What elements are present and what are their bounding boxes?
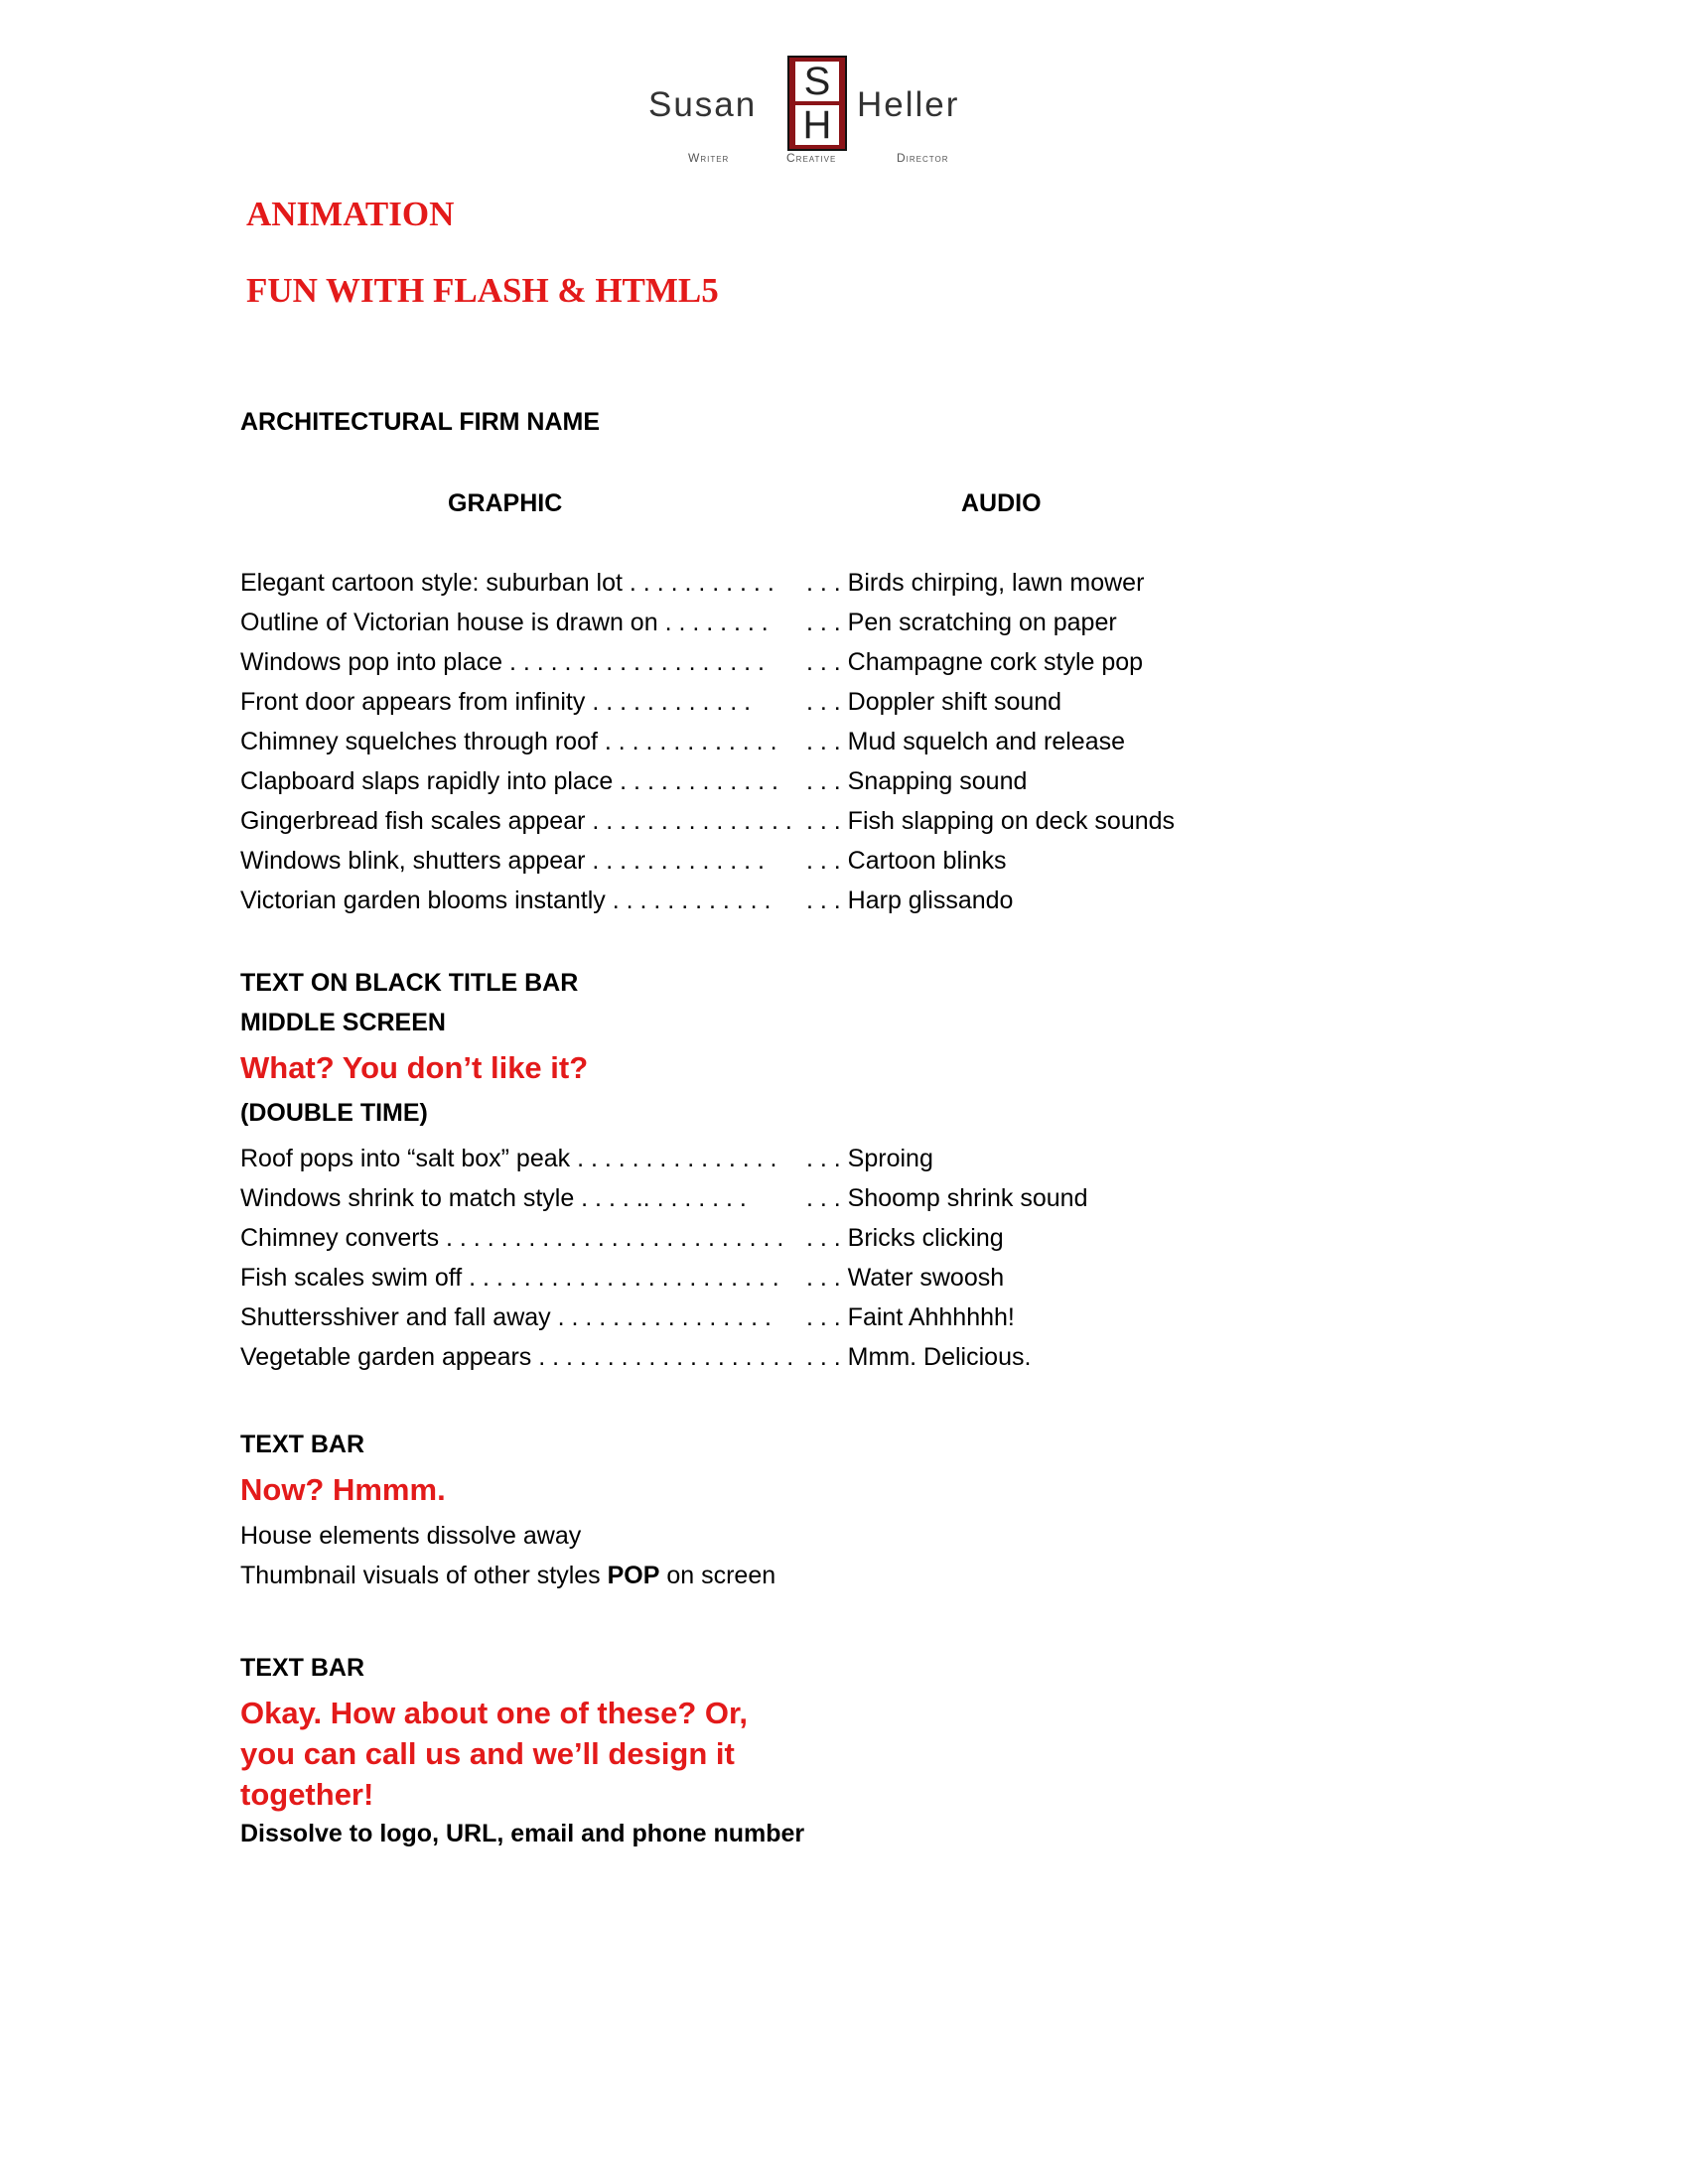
bar2-label: TEXT BAR <box>240 1431 364 1458</box>
quote-okay-line1: Okay. How about one of these? Or, <box>240 1696 749 1730</box>
graphic-cell: Clapboard slaps rapidly into place . . . . . . . . . . . . <box>240 767 778 795</box>
graphic-column-header: GRAPHIC <box>448 489 563 517</box>
thumbnail-pre: Thumbnail visuals of other styles <box>240 1562 608 1589</box>
audio-cell: . . . Birds chirping, lawn mower <box>806 569 1145 597</box>
audio-cell: . . . Mmm. Delicious. <box>806 1343 1032 1371</box>
graphic-cell: Fish scales swim off . . . . . . . . . . . . . . . . . . . . . . . <box>240 1264 779 1292</box>
script-row <box>240 806 1233 836</box>
logo-sub-director: Director <box>897 151 949 165</box>
quote-what: What? You don’t like it? <box>240 1050 589 1085</box>
graphic-cell: Front door appears from infinity . . . . . . . . . . . . <box>240 688 752 716</box>
script-row <box>240 766 1233 796</box>
title-fun-with-flash: FUN WITH FLASH & HTML5 <box>246 271 719 310</box>
audio-cell: . . . Water swoosh <box>806 1264 1005 1292</box>
script-row <box>240 647 1233 677</box>
audio-cell: . . . Snapping sound <box>806 767 1028 795</box>
bar1-line1: TEXT ON BLACK TITLE BAR <box>240 969 579 997</box>
script-row <box>240 1223 1233 1253</box>
logo-monogram <box>787 56 847 151</box>
quote-okay <box>240 1693 748 1815</box>
thumbnail-pop: POP <box>607 1562 660 1589</box>
logo-letter-top: S <box>795 62 839 101</box>
audio-cell: . . . Champagne cork style pop <box>806 648 1144 676</box>
graphic-cell: Windows pop into place . . . . . . . . . . . . . . . . . . . <box>240 648 765 676</box>
script-row <box>240 687 1233 717</box>
script-row <box>240 608 1233 637</box>
graphic-cell: Windows blink, shutters appear . . . . . . . . . . . . . <box>240 847 765 875</box>
bar1-line2: MIDDLE SCREEN <box>240 1009 446 1036</box>
script-row <box>240 1183 1233 1213</box>
title-animation: ANIMATION <box>246 195 455 233</box>
closing-instruction: Dissolve to logo, URL, email and phone number <box>240 1820 805 1847</box>
audio-cell: . . . Doppler shift sound <box>806 688 1062 716</box>
audio-column-header: AUDIO <box>961 489 1042 517</box>
script-row <box>240 1263 1233 1293</box>
bar3-label: TEXT BAR <box>240 1654 364 1682</box>
audio-cell: . . . Shoomp shrink sound <box>806 1184 1088 1212</box>
script-row <box>240 568 1233 598</box>
graphic-cell: Victorian garden blooms instantly . . . . . . . . . . . . <box>240 887 772 914</box>
logo-letter-bottom: H <box>795 105 839 145</box>
logo-right-word: Heller <box>857 85 960 124</box>
graphic-cell: Shuttersshiver and fall away . . . . . . . . . . . . . . . . <box>240 1303 772 1331</box>
graphic-cell: Chimney squelches through roof . . . . . . . . . . . . . <box>240 728 777 755</box>
audio-cell: . . . Pen scratching on paper <box>806 609 1117 636</box>
logo-sub-creative: Creative <box>786 151 837 165</box>
thumbnail-text <box>240 1561 775 1590</box>
script-row <box>240 886 1233 915</box>
graphic-cell: Gingerbread fish scales appear . . . . . . . . . . . . . . . <box>240 807 792 835</box>
logo-sub-writer: Writer <box>688 151 730 165</box>
audio-cell: . . . Mud squelch and release <box>806 728 1126 755</box>
quote-okay-line3: together! <box>240 1777 374 1812</box>
script-row <box>240 1302 1233 1332</box>
graphic-cell: Outline of Victorian house is drawn on . . . . . . . . <box>240 609 769 636</box>
firm-heading: ARCHITECTURAL FIRM NAME <box>240 408 601 436</box>
script-row <box>240 1342 1233 1372</box>
audio-cell: . . . Sproing <box>806 1145 933 1172</box>
audio-cell: . . . Cartoon blinks <box>806 847 1007 875</box>
audio-cell: . . . Fish slapping on deck sounds <box>806 807 1176 835</box>
double-time-label: (DOUBLE TIME) <box>240 1099 428 1127</box>
house-dissolve-text: House elements dissolve away <box>240 1522 582 1550</box>
thumbnail-post: on screen <box>659 1562 776 1589</box>
audio-cell: . . . Bricks clicking <box>806 1224 1004 1252</box>
quote-okay-line2: you can call us and we’ll design it <box>240 1736 735 1771</box>
script-row <box>240 727 1233 756</box>
logo-left-word: Susan <box>648 85 758 124</box>
quote-now: Now? Hmmm. <box>240 1472 446 1507</box>
script-row <box>240 1144 1233 1173</box>
audio-cell: . . . Harp glissando <box>806 887 1014 914</box>
graphic-cell: Chimney converts . . . . . . . . . . . . . . . . . . . . . . . . . <box>240 1224 784 1252</box>
audio-cell: . . . Faint Ahhhhhh! <box>806 1303 1015 1331</box>
graphic-cell: Elegant cartoon style: suburban lot . . . . . . . . . . . <box>240 569 774 597</box>
script-row <box>240 846 1233 876</box>
graphic-cell: Vegetable garden appears . . . . . . . . . . . . . . . . . . . <box>240 1343 794 1371</box>
graphic-cell: Roof pops into “salt box” peak . . . . . . . . . . . . . . . <box>240 1145 777 1172</box>
logo <box>640 56 1003 169</box>
graphic-cell: Windows shrink to match style . . . . .. . . . . . . . <box>240 1184 747 1212</box>
